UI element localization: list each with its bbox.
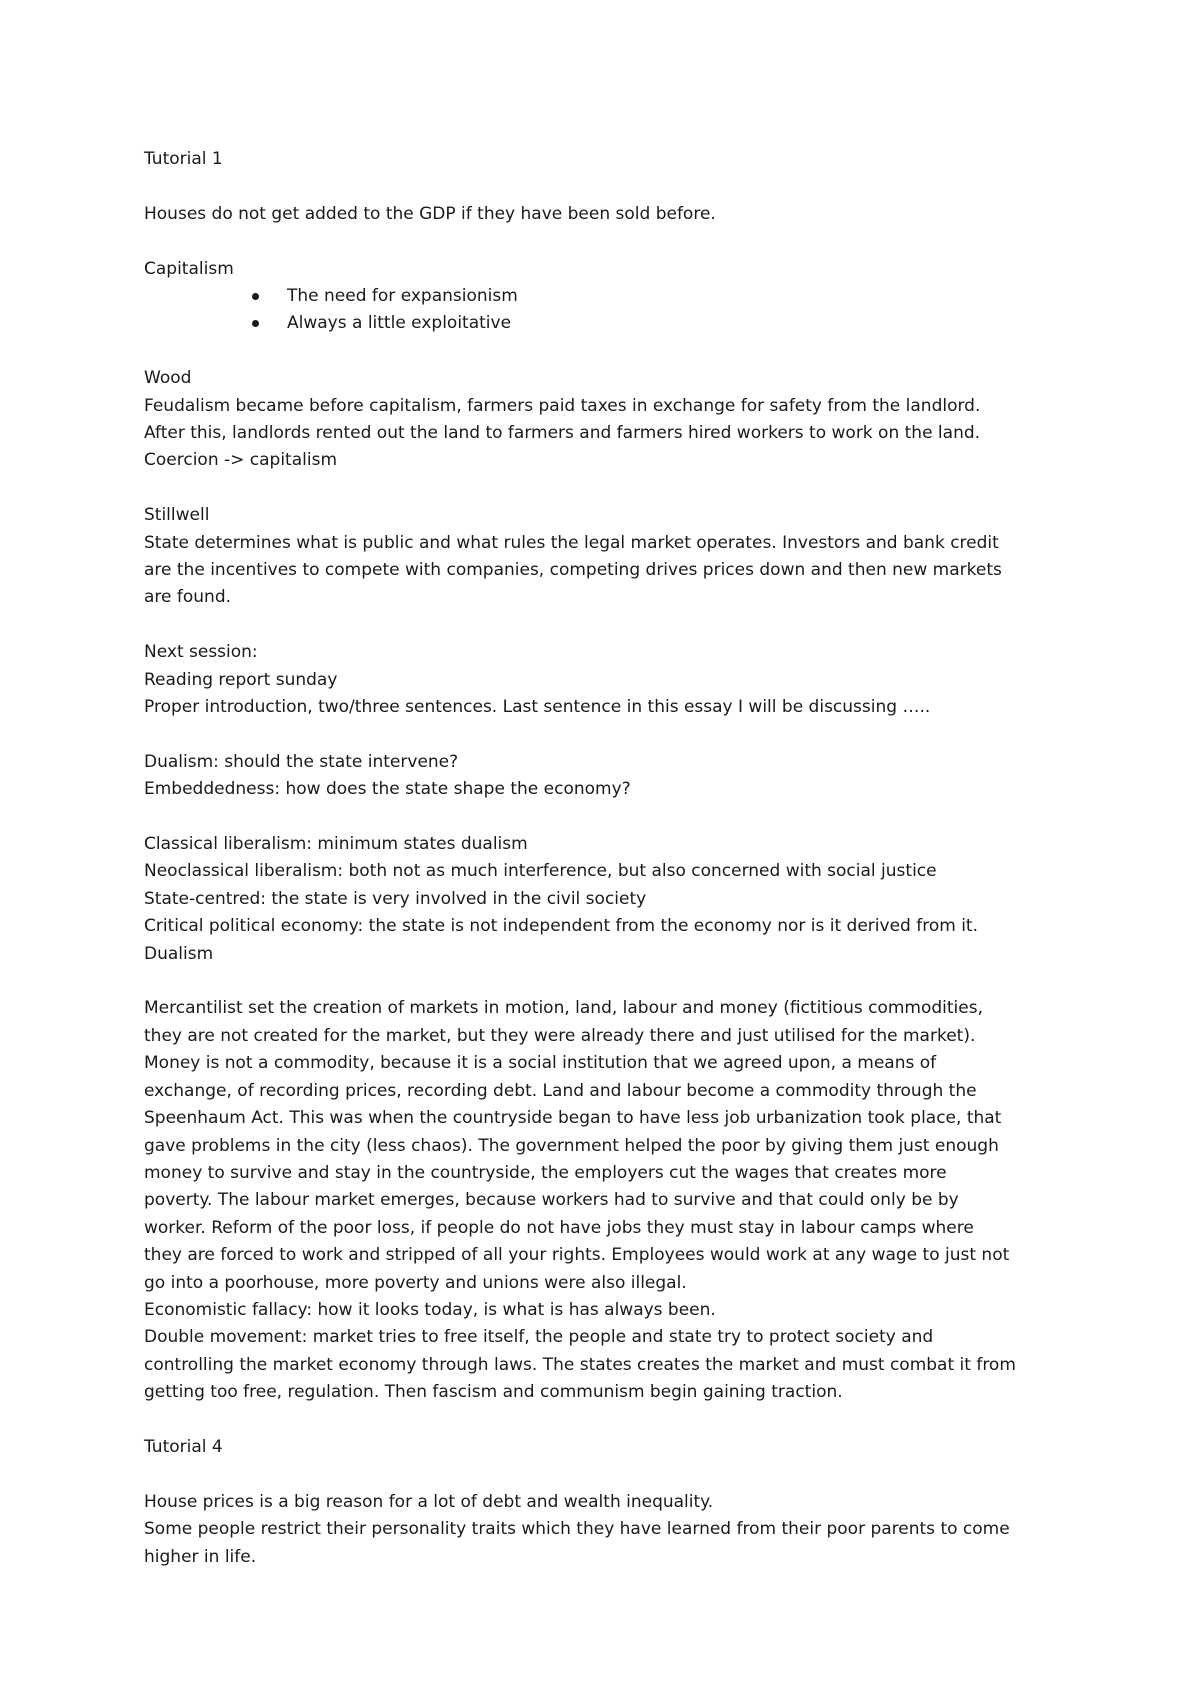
paragraph-line: higher in life. — [144, 1546, 257, 1567]
paragraph-line: Mercantilist set the creation of markets in motion, land, labour and money (fictitious commodities, — [144, 998, 984, 1019]
paragraph-line: are found. — [144, 587, 232, 608]
paragraph-line: State determines what is public and what rules the legal market operates. Investors and bank credit — [144, 532, 999, 553]
heading-tutorial-4: Tutorial 4 — [144, 1436, 223, 1457]
list-item-text: The need for expansionism — [287, 286, 518, 306]
paragraph-line: are the incentives to compete with companies, competing drives prices down and then new markets — [144, 560, 1002, 581]
paragraph-line: Money is not a commodity, because it is a social institution that we agreed upon, a means of — [144, 1053, 937, 1074]
paragraph-line: go into a poorhouse, more poverty and unions were also illegal. — [144, 1272, 687, 1293]
paragraph-line: Some people restrict their personality traits which they have learned from their poor parents to come — [144, 1519, 1010, 1540]
paragraph-line: Critical political economy: the state is not independent from the economy nor is it derived from it. — [144, 916, 978, 937]
paragraph-line: worker. Reform of the poor loss, if people do not have jobs they must stay in labour camps where — [144, 1217, 974, 1238]
paragraph-line: Speenhaum Act. This was when the countryside began to have less job urbanization took place, that — [144, 1108, 1002, 1129]
document-page — [144, 146, 1084, 1571]
paragraph-line: Reading report sunday — [144, 669, 338, 690]
capitalism-list — [144, 283, 1084, 338]
paragraph-line: poverty. The labour market emerges, because workers had to survive and that could only be by — [144, 1190, 959, 1211]
heading-tutorial-1: Tutorial 1 — [144, 149, 223, 169]
paragraph-line: Economistic fallacy: how it looks today, is what is has always been. — [144, 1299, 716, 1320]
list-item-text: Always a little exploitative — [287, 313, 512, 334]
paragraph-line: gave problems in the city (less chaos). The government helped the poor by giving them just enough — [144, 1135, 999, 1156]
paragraph-line: they are forced to work and stripped of all your rights. Employees would work at any wage to just not — [144, 1245, 1010, 1266]
paragraph-line: Double movement: market tries to free itself, the people and state try to protect society and — [144, 1327, 934, 1348]
paragraph-line: they are not created for the market, but they were already there and just utilised for the market). — [144, 1025, 976, 1046]
paragraph-line: Next session: — [144, 642, 258, 663]
paragraph-line: Classical liberalism: minimum states dualism — [144, 834, 528, 855]
paragraph-line: money to survive and stay in the countryside, the employers cut the wages that creates more — [144, 1162, 947, 1183]
list-item — [144, 310, 1084, 337]
paragraph-line: Embeddedness: how does the state shape the economy? — [144, 779, 631, 800]
paragraph-line: Feudalism became before capitalism, farmers paid taxes in exchange for safety from the landlord. — [144, 395, 981, 416]
bullet-icon — [252, 293, 259, 300]
paragraph-line: getting too free, regulation. Then fascism and communism begin gaining traction. — [144, 1382, 843, 1403]
houses-note: Houses do not get added to the GDP if they have been sold before. — [144, 203, 716, 224]
capitalism-title: Capitalism — [144, 258, 234, 279]
bullet-icon — [252, 320, 259, 327]
paragraph-line: Neoclassical liberalism: both not as much interference, but also concerned with social justice — [144, 861, 937, 882]
paragraph-line: State-centred: the state is very involved in the civil society — [144, 888, 647, 909]
paragraph-line: House prices is a big reason for a lot of debt and wealth inequality. — [144, 1491, 714, 1512]
paragraph-line: After this, landlords rented out the land to farmers and farmers hired workers to work on the land. — [144, 423, 981, 444]
stillwell-title: Stillwell — [144, 505, 210, 526]
paragraph-line: Dualism — [144, 943, 214, 964]
paragraph-line: Dualism: should the state intervene? — [144, 751, 459, 772]
paragraph-line: controlling the market economy through laws. The states creates the market and must combat it from — [144, 1354, 1016, 1375]
paragraph-line: Coercion -> capitalism — [144, 450, 338, 471]
wood-title: Wood — [144, 368, 192, 389]
paragraph-line: Proper introduction, two/three sentences. Last sentence in this essay I will be discussing ….. — [144, 697, 931, 718]
paragraph-line: exchange, of recording prices, recording debt. Land and labour become a commodity through the — [144, 1080, 977, 1101]
list-item — [144, 283, 1084, 310]
